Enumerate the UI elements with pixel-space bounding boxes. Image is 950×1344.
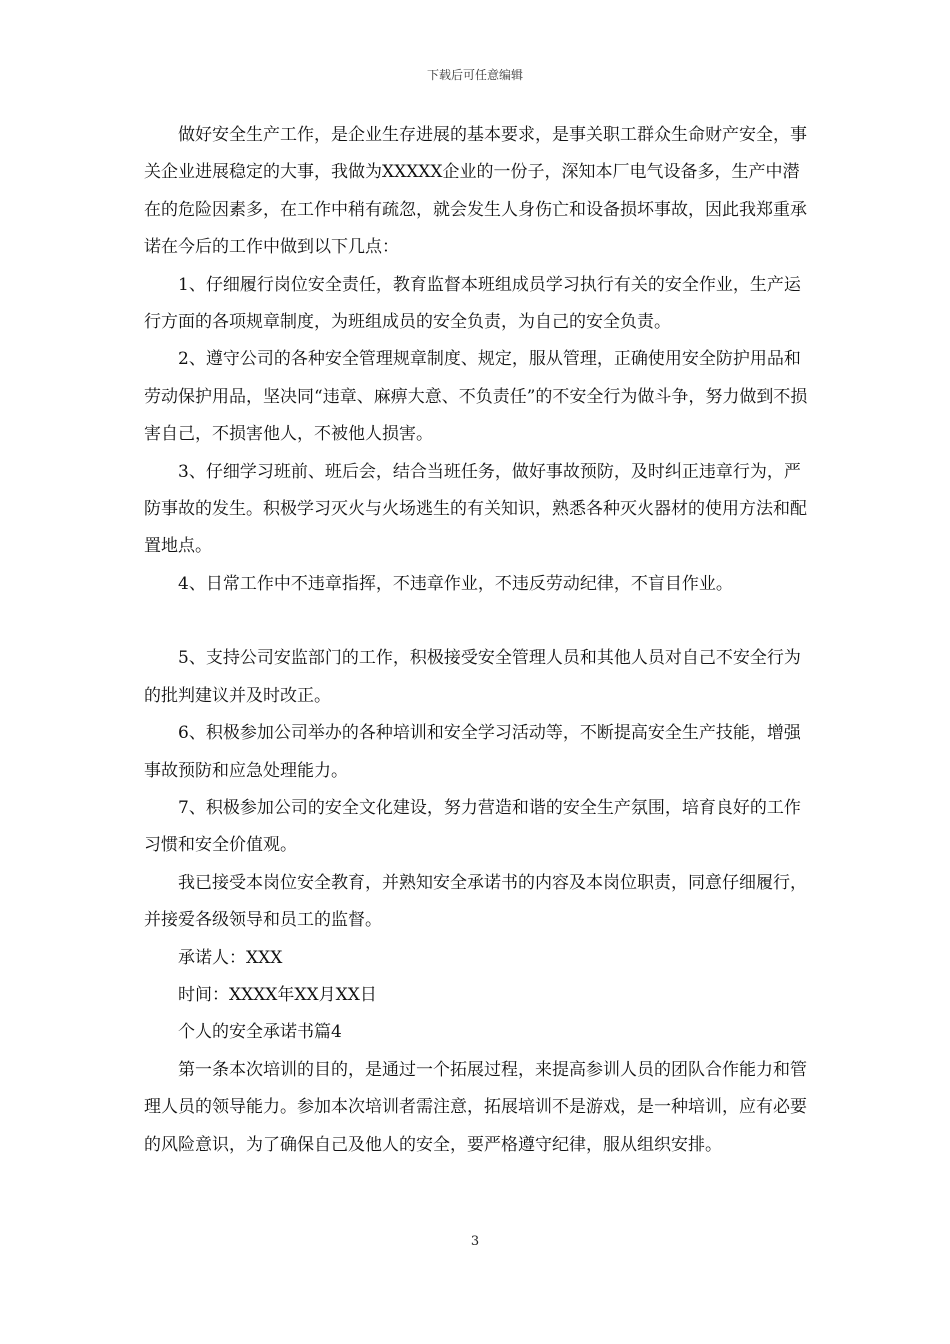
intro-paragraph: 做好安全生产工作，是企业生存进展的基本要求，是事关职工群众生命财产安全，事关企业进展稳定的大事，我做为XXXXX企业的一份子，深知本厂电气设备多，生产中潜在的危险因素多，在工作中稍有疏忽，就会发生人身伤亡和设备损坏事故，因此我郑重承诺在今后的工作中做到以下几点： <box>144 125 807 258</box>
date-line: 时间：XXXX年XX月XX日 <box>178 984 377 1005</box>
commitment-item-2: 2、遵守公司的各种安全管理规章制度、规定，服从管理，正确使用安全防护用品和劳动保护用品，坚决同“违章、麻痹大意、不负责任”的不安全行为做斗争，努力做到不损害自己，不损害他人，不被他人损害。 <box>144 349 808 445</box>
commitment-item-4: 4、日常工作中不违章指挥，不违章作业，不违反劳动纪律，不盲目作业。 <box>178 573 733 594</box>
commitment-item-1: 1、仔细履行岗位安全责任，教育监督本班组成员学习执行有关的安全作业，生产运行方面的各项规章制度，为班组成员的安全负责，为自己的安全负责。 <box>144 274 801 333</box>
document-body <box>144 117 812 1164</box>
commitment-item-6: 6、积极参加公司举办的各种培训和安全学习活动等，不断提高安全生产技能，增强事故预防和应急处理能力。 <box>144 723 801 781</box>
acknowledgement-paragraph: 我已接受本岗位安全教育，并熟知安全承诺书的内容及本岗位职责，同意仔细履行，并接爱各级领导和员工的监督。 <box>144 872 807 931</box>
section-heading: 个人的安全承诺书篇4 <box>178 1022 342 1043</box>
commitment-item-7: 7、积极参加公司的安全文化建设，努力营造和谐的安全生产氛围，培育良好的工作习惯和安全价值观。 <box>144 797 801 856</box>
page-header: 下载后可任意编辑 <box>426 68 523 82</box>
article-1-paragraph: 第一条本次培训的目的，是通过一个拓展过程，来提高参训人员的团队合作能力和管理人员的领导能力。参加本次培训者需注意，拓展培训不是游戏，是一种培训，应有必要的风险意识，为了确保自己及他人的安全，要严格遵守纪律，服从组织安排。 <box>144 1059 807 1155</box>
signer-line: 承诺人：XXX <box>178 947 283 968</box>
commitment-item-3: 3、仔细学习班前、班后会，结合当班任务，做好事故预防，及时纠正违章行为，严防事故的发生。积极学习灭火与火场逃生的有关知识，熟悉各种灭火器材的使用方法和配置地点。 <box>144 461 807 557</box>
page-number: 3 <box>470 1234 480 1249</box>
commitment-item-5: 5、支持公司安监部门的工作，积极接受安全管理人员和其他人员对自己不安全行为的批判建议并及时改正。 <box>144 648 801 706</box>
